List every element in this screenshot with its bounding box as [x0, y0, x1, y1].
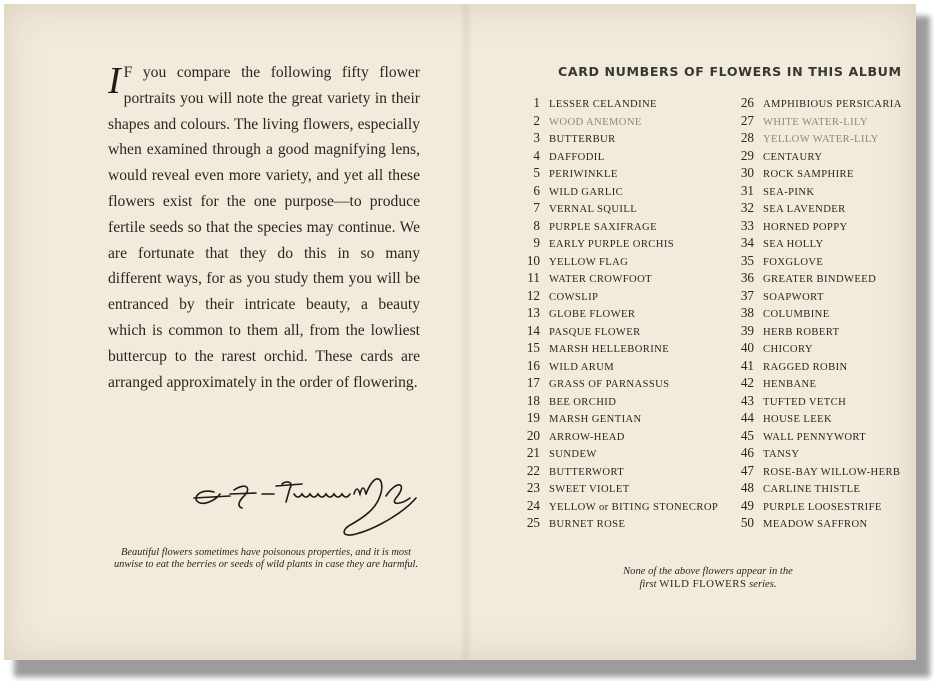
flower-name: EARLY PURPLE ORCHIS	[549, 239, 675, 250]
flower-name: COWSLIP	[549, 291, 599, 303]
flower-list-item	[726, 234, 902, 252]
flower-name: ARROW-HEAD	[549, 431, 625, 443]
flower-list-item	[726, 287, 902, 305]
flower-name: ROSE-BAY WILLOW-HERB	[763, 466, 901, 478]
album-page	[4, 4, 916, 660]
card-number: 14	[526, 322, 540, 338]
card-number: 2	[533, 112, 540, 128]
flower-list-item	[726, 182, 902, 200]
flower-name: YELLOW or BITING STONECROP	[549, 501, 719, 513]
flower-name: HORNED POPPY	[763, 221, 848, 233]
card-number: 25	[526, 515, 540, 530]
flower-list-item	[512, 392, 718, 410]
flower-list-left	[512, 94, 718, 532]
flower-name: SEA LAVENDER	[763, 204, 846, 215]
intro-text: F you compare the following fifty flower portraits you will note the great variety in their shapes and colours. The living flowers, especially when examined through a good magnifying lens, would reveal even more variety, and yet all these flowers exist for the one purpose—to produce fertile seeds so that the species may continue. We are fortunate that they do this in so many different ways, for as you study them you will be entranced by their intricate beauty, a beauty which is common to them all, from the lowliest buttercup to the rarest orchid. These cards are arranged approximately in the order of flowering.	[108, 64, 420, 391]
flower-name: FOXGLOVE	[763, 256, 824, 268]
flower-list-item	[726, 479, 902, 497]
flower-name: BUTTERWORT	[549, 466, 625, 478]
flower-name: TUFTED VETCH	[763, 396, 847, 408]
card-number: 15	[526, 340, 540, 355]
flower-name: GREATER BINDWEED	[763, 274, 877, 285]
card-number: 29	[740, 147, 754, 163]
flower-name: RAGGED ROBIN	[763, 361, 848, 373]
flower-list-item	[512, 322, 718, 340]
flower-name: LESSER CELANDINE	[549, 99, 657, 110]
flower-name: BURNET ROSE	[549, 519, 626, 530]
flower-list-item	[512, 479, 718, 497]
card-number: 11	[527, 270, 540, 285]
flower-name: BUTTERBUR	[549, 134, 616, 145]
flower-list-item	[512, 129, 718, 147]
card-number: 19	[526, 410, 540, 425]
card-number: 18	[526, 392, 540, 408]
flower-name: WOOD ANEMONE	[549, 116, 642, 128]
card-number: 39	[740, 322, 754, 338]
card-number: 4	[533, 147, 540, 163]
flower-name: GLOBE FLOWER	[549, 309, 636, 320]
poison-warning: Beautiful flowers sometimes have poisonous properties, and it is most unwise to eat the berries or seeds of wild plants in case they are harmful.	[113, 547, 419, 570]
card-number: 5	[533, 165, 540, 180]
flower-list-item	[726, 497, 902, 515]
flower-list-item	[512, 112, 718, 130]
flower-list-item	[512, 287, 718, 305]
flower-list-item	[726, 392, 902, 410]
card-number: 6	[533, 182, 540, 198]
card-number: 16	[526, 357, 540, 373]
card-number: 47	[740, 462, 754, 478]
card-number: 28	[740, 130, 754, 145]
flower-list-item	[512, 164, 718, 182]
flower-list-item	[512, 304, 718, 322]
flower-list-right	[726, 94, 902, 532]
card-number: 49	[740, 497, 754, 513]
card-number: 7	[533, 200, 540, 215]
flower-name: PASQUE FLOWER	[549, 326, 641, 338]
flower-list-item	[726, 427, 902, 445]
flower-name: GRASS OF PARNASSUS	[549, 379, 670, 390]
card-number: 38	[740, 305, 754, 320]
flower-name: CENTAURY	[763, 151, 823, 163]
flower-list-item	[726, 217, 902, 235]
flower-list-item	[512, 199, 718, 217]
flower-list-item	[726, 269, 902, 287]
flower-list-item	[512, 444, 718, 462]
card-number: 41	[740, 357, 754, 373]
flower-list-item	[726, 252, 902, 270]
flower-name: MARSH HELLEBORINE	[549, 344, 670, 355]
flower-name: WATER CROWFOOT	[549, 274, 653, 285]
flower-name: CHICORY	[763, 344, 813, 355]
flower-list-item	[726, 112, 902, 130]
flower-list-item	[726, 199, 902, 217]
flower-name: CARLINE THISTLE	[763, 484, 861, 495]
flower-list-item	[512, 339, 718, 357]
flower-list-item	[726, 339, 902, 357]
flower-list-item	[726, 374, 902, 392]
card-number: 17	[526, 375, 540, 390]
card-number: 31	[740, 182, 754, 198]
flower-name: ROCK SAMPHIRE	[763, 169, 854, 180]
card-number: 34	[740, 235, 754, 250]
flower-list-item	[512, 497, 718, 515]
flower-list-item	[512, 252, 718, 270]
card-number: 12	[526, 287, 540, 303]
card-number: 50	[740, 515, 754, 530]
card-number: 26	[740, 95, 754, 110]
flower-list-item	[726, 357, 902, 375]
flower-name: PERIWINKLE	[549, 169, 618, 180]
signature	[190, 472, 422, 542]
flower-list-item	[726, 409, 902, 427]
flower-name: SOAPWORT	[763, 291, 824, 303]
flower-name: HENBANE	[763, 379, 817, 390]
flower-name: TANSY	[763, 449, 800, 460]
card-number: 21	[526, 445, 540, 460]
card-number: 9	[533, 235, 540, 250]
card-number: 43	[740, 392, 754, 408]
flower-list-item	[512, 357, 718, 375]
card-number: 20	[526, 427, 540, 443]
flower-name: DAFFODIL	[549, 151, 605, 163]
card-number: 46	[740, 445, 754, 460]
flower-list-item	[512, 147, 718, 165]
flower-name: COLUMBINE	[763, 309, 830, 320]
footnote-series: WILD FLOWERS	[659, 578, 747, 590]
page-fold	[459, 4, 473, 660]
flower-list-item	[726, 94, 902, 112]
card-number: 42	[740, 375, 754, 390]
flower-name: WALL PENNYWORT	[763, 431, 867, 443]
flower-list-item	[512, 182, 718, 200]
flower-name: YELLOW FLAG	[549, 256, 629, 268]
intro-paragraph	[108, 60, 420, 395]
card-number: 22	[526, 462, 540, 478]
flower-name: WILD ARUM	[549, 361, 615, 373]
card-number: 45	[740, 427, 754, 443]
flower-list-item	[512, 269, 718, 287]
card-number: 48	[740, 480, 754, 495]
footnote-line1: None of the above flowers appear in the	[623, 566, 793, 577]
card-number: 33	[740, 217, 754, 233]
flower-name: HOUSE LEEK	[763, 414, 833, 425]
card-number: 44	[740, 410, 754, 425]
flower-list-item	[726, 514, 902, 532]
flower-list-item	[726, 322, 902, 340]
card-number: 32	[740, 200, 754, 215]
flower-name: SEA HOLLY	[763, 239, 824, 250]
footnote-prefix: first	[639, 579, 657, 590]
flower-list-item	[512, 374, 718, 392]
flower-list-item	[726, 147, 902, 165]
card-number: 27	[740, 112, 754, 128]
card-number: 13	[526, 305, 540, 320]
card-number: 30	[740, 165, 754, 180]
card-number: 37	[740, 287, 754, 303]
flower-list-item	[726, 462, 902, 480]
flower-list-item	[512, 217, 718, 235]
card-number: 40	[740, 340, 754, 355]
flower-name: HERB ROBERT	[763, 326, 840, 338]
flower-list-item	[512, 234, 718, 252]
flower-name: SUNDEW	[549, 449, 597, 460]
drop-cap: I	[108, 60, 121, 102]
card-number: 1	[533, 95, 540, 110]
flower-list-item	[512, 427, 718, 445]
list-title: CARD NUMBERS OF FLOWERS IN THIS ALBUM	[558, 64, 902, 79]
footnote	[574, 566, 842, 591]
flower-name: WHITE WATER-LILY	[763, 116, 868, 128]
card-number: 10	[526, 252, 540, 268]
flower-list-item	[726, 444, 902, 462]
flower-name: PURPLE LOOSESTRIFE	[763, 501, 882, 513]
card-number: 24	[526, 497, 540, 513]
flower-name: VERNAL SQUILL	[549, 204, 638, 215]
card-number: 8	[533, 217, 540, 233]
flower-list-item	[512, 409, 718, 427]
flower-name: WILD GARLIC	[549, 186, 624, 198]
card-number: 3	[533, 130, 540, 145]
footnote-suffix: series.	[749, 579, 777, 590]
card-number: 36	[740, 270, 754, 285]
flower-name: AMPHIBIOUS PERSICARIA	[763, 99, 902, 110]
flower-list-item	[512, 462, 718, 480]
flower-name: SEA-PINK	[763, 186, 815, 198]
flower-list-item	[726, 164, 902, 182]
flower-list-item	[726, 304, 902, 322]
flower-list-item	[512, 94, 718, 112]
flower-list-item	[726, 129, 902, 147]
flower-name: SWEET VIOLET	[549, 484, 630, 495]
card-number: 23	[526, 480, 540, 495]
flower-list-item	[512, 514, 718, 532]
flower-name: MARSH GENTIAN	[549, 414, 642, 425]
flower-name: PURPLE SAXIFRAGE	[549, 221, 657, 233]
flower-name: YELLOW WATER-LILY	[763, 134, 879, 145]
card-number: 35	[740, 252, 754, 268]
flower-name: BEE ORCHID	[549, 396, 617, 408]
svg-text:C. F. Tunnicliffe: C. F. Tunnicliffe	[190, 472, 197, 473]
flower-name: MEADOW SAFFRON	[763, 519, 868, 530]
